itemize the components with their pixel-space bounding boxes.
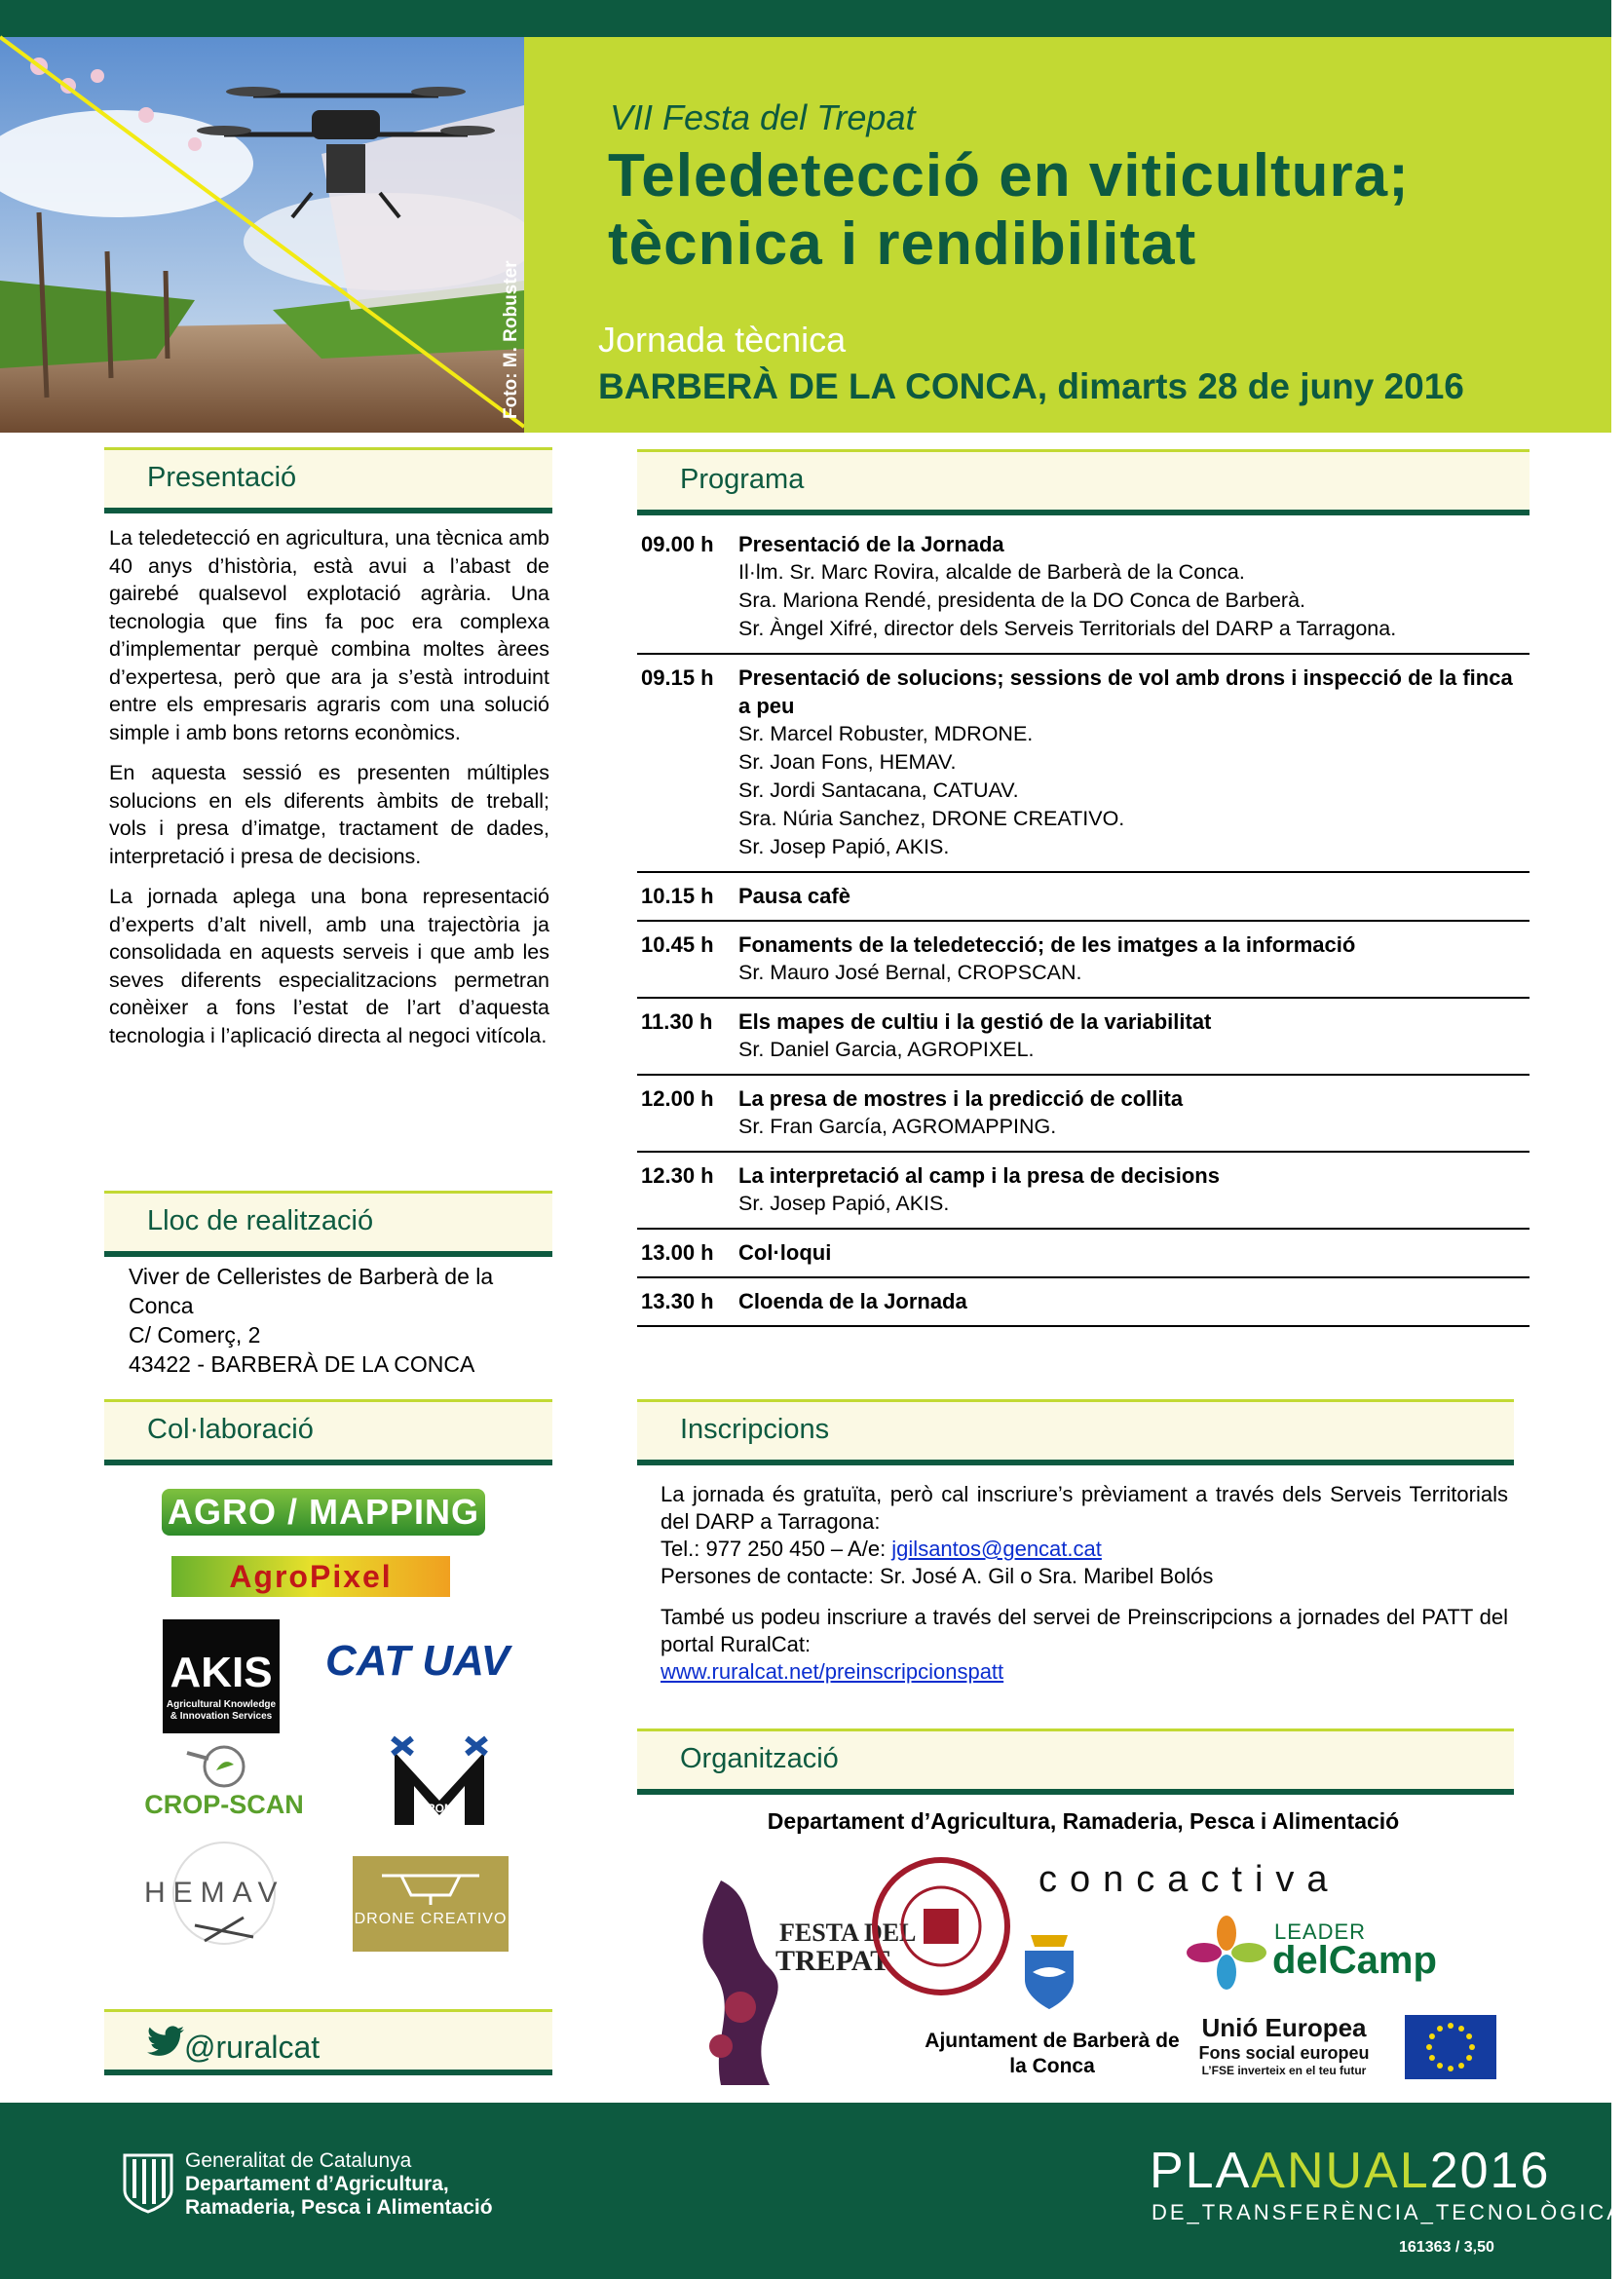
eu-star-icon [1426,2044,1432,2050]
programa-speaker: Sr. Joan Fons, HEMAV. [738,750,957,774]
catuav-logo: CAT UAV [325,1637,510,1685]
akis-logo: AKIS Agricultural Knowledge & Innovation Services [163,1619,280,1733]
programa-row [637,999,1530,1076]
agropixel-logo: AgroPixel [171,1556,450,1597]
programa-time: 09.15 h [641,665,714,690]
concactiva-logo: concactiva [1039,1859,1341,1900]
svg-text:FESTA DEL: FESTA DEL [779,1918,917,1947]
programa-speaker: Sr. Marcel Robuster, MDRONE. [738,722,1034,745]
programa-row [637,1076,1530,1153]
photo-credit: Foto: M. Robuster [501,260,521,419]
top-bar [0,0,1611,37]
leader-delcamp-logo: LEADER delCamp [1185,1914,1418,1992]
section-header-organitzacio: Organització [637,1728,1514,1795]
programa-speaker: Il·lm. Sr. Marc Rovira, alcalde de Barberà de la Conca. [738,560,1245,584]
eu-star-icon [1448,2066,1454,2071]
ajuntament-shield-icon [1019,1929,1079,2013]
section-header-programa: Programa [637,449,1530,515]
venue-address: Viver de Celleristes de Barberà de la Conca C/ Comerç, 2 43422 - BARBERÀ DE LA CONCA [129,1264,494,1377]
programa-speaker: Sra. Mariona Rendé, presidenta de la DO Conca de Barberà. [738,589,1306,612]
programa-row [637,1153,1530,1230]
dronecreativo-logo: DRONE CREATIVO [353,1856,509,1952]
footer [0,2103,1624,2279]
festa-trepat-logo [682,1861,917,2097]
programa-title: Presentació de la Jornada [738,532,1004,556]
programa-row [637,922,1530,999]
eu-star-icon [1458,2026,1464,2032]
programa-row [637,521,1530,655]
programa-title: Col·loqui [738,1240,832,1265]
ruralcat-link[interactable]: www.ruralcat.net/preinscripcionspatt [661,1659,1004,1684]
programa-speaker: Sr. Josep Papió, AKIS. [738,1192,950,1215]
programa-time: 11.30 h [641,1009,713,1034]
agromapping-logo: AGRO / MAPPING [162,1489,485,1536]
section-header-collaboracio: Col·laboració [104,1399,552,1465]
header-photo [0,37,524,433]
programa-speaker: Sr. Josep Papió, AKIS. [738,835,950,858]
document-code: 161363 / 3,50 [1399,2239,1494,2256]
programa-time: 13.30 h [641,1289,714,1313]
programa-title: Cloenda de la Jornada [738,1289,967,1313]
event-type: Jornada tècnica [598,320,847,360]
eu-star-icon [1466,2033,1472,2039]
twitter-bird-icon [147,2026,184,2057]
eu-star-icon [1469,2044,1475,2050]
pla-anual-logo: PLAANUAL2016 [1150,2143,1551,2199]
twitter-banner [104,2009,552,2075]
event-edition: VII Festa del Trepat [610,97,916,137]
programa-speaker: Sr. Fran García, AGROMAPPING. [738,1115,1057,1138]
eu-star-icon [1448,2023,1454,2029]
twitter-handle: @ruralcat [184,2030,321,2065]
programa-title: Fonaments de la teledetecció; de les imatges a la informació [738,932,1356,957]
inscripcions-text: La jornada és gratuïta, però cal inscriure’s prèviament a través dels Serveis Territorials del DARP a Tarragona: Tel.: 977 250 450 – A/e: jgilsantos@gencat.cat Persones de contacte: Sr. José A. Gil o Sra. Maribel Bolós També us podeu inscriure a través del servei de Preinscripcions a jornades del PATT del portal RuralCat: www.ruralcat.net/preinscripcionspatt [661,1482,1508,1684]
programa-time: 09.00 h [641,532,714,556]
section-header-presentacio: Presentació [104,447,552,513]
section-header-inscripcions: Inscripcions [637,1399,1514,1465]
mdrone-logo [385,1732,494,1827]
generalitat-emblem-icon [121,2151,175,2214]
email-link[interactable]: jgilsantos@gencat.cat [891,1537,1102,1561]
ajuntament-name: Ajuntament de Barberà de la Conca [925,2030,1180,2077]
eu-star-icon [1466,2055,1472,2061]
programa-speaker: Sr. Daniel Garcia, AGROPIXEL. [738,1038,1035,1061]
programa-time: 13.00 h [641,1240,714,1265]
programa-speaker: Sra. Núria Sanchez, DRONE CREATIVO. [738,807,1125,830]
programa-time: 12.00 h [641,1086,714,1111]
pla-anual-subtitle: DE_TRANSFERÈNCIA_TECNOLÒGICA [1152,2200,1624,2224]
programa-time: 10.45 h [641,932,714,957]
programa-row [637,873,1530,922]
programa-title: Pausa cafè [738,884,850,908]
eu-star-icon [1437,2063,1443,2069]
eu-star-icon [1437,2026,1443,2032]
programa-speaker: Sr. Jordi Santacana, CATUAV. [738,779,1019,802]
eu-fse-text: Unió Europea Fons social europeu L’FSE inverteix en el teu futur [1198,2013,1370,2077]
programa-table [637,521,1530,1327]
generalitat-text: Generalitat de Catalunya Departament d’Agricultura, Ramaderia, Pesca i Alimentació [185,2149,493,2219]
programa-speaker: Sr. Àngel Xifré, director dels Serveis Territorials del DARP a Tarragona. [738,617,1397,640]
eu-star-icon [1458,2063,1464,2069]
page-title: Teledetecció en viticultura; tècnica i rendibilitat [608,142,1410,278]
programa-time: 12.30 h [641,1163,714,1188]
eu-star-icon [1429,2055,1435,2061]
programa-title: Els mapes de cultiu i la gestió de la variabilitat [738,1009,1212,1034]
svg-text:TREPAT: TREPAT [775,1945,890,1977]
header-panel [524,37,1611,433]
programa-row [637,1278,1530,1327]
programa-row [637,655,1530,873]
programa-title: Presentació de solucions; sessions de vol amb drons i inspecció de la finca a peu [738,665,1513,718]
programa-time: 10.15 h [641,884,714,908]
eu-star-icon [1429,2033,1435,2039]
programa-title: La interpretació al camp i la presa de decisions [738,1163,1220,1188]
section-header-lloc: Lloc de realització [104,1191,552,1257]
eu-flag-icon [1405,2015,1496,2079]
hemav-logo: HEMAV [136,1840,312,1947]
organizer-department: Departament d’Agricultura, Ramaderia, Pesca i Alimentació [767,1808,1400,1834]
svg-text:DRONE: DRONE [418,1802,461,1815]
programa-speaker: Sr. Mauro José Bernal, CROPSCAN. [738,961,1082,984]
event-date: BARBERÀ DE LA CONCA, dimarts 28 de juny 2016 [598,366,1464,406]
programa-row [637,1230,1530,1278]
presentacio-text: La teledetecció en agricultura, una tècnica amb 40 anys d’història, està avui a l’abast de gairebé qualsevol explotació agrària. Una tecnologia que fins fa poc era complexa d’implementar perquè combina moltes àrees d’expertesa, però que ara ja s’està introduint entre els empresaris agraris com una solució simple i amb bons retorns econòmics. En aquesta sessió es presenten múltiples solucions en els diferents àmbits de treball; vols i presa d’imatge, tractament de dades, interpretació i presa de decisions. La jornada aplega una bona representació d’experts d’alt nivell, amb una trajectòria ja consolidada en aquests serveis i que amb les seves diferents especialitzacions permetran conèixer a fons l’estat de l’art d’aquesta tecnologia i l’aplicació directa al negoci vitícola. [109,526,549,1047]
programa-title: La presa de mostres i la predicció de collita [738,1086,1184,1111]
cropscan-logo: CROP-SCAN [129,1739,320,1817]
do-conca-barbera-seal [870,1855,1012,1997]
